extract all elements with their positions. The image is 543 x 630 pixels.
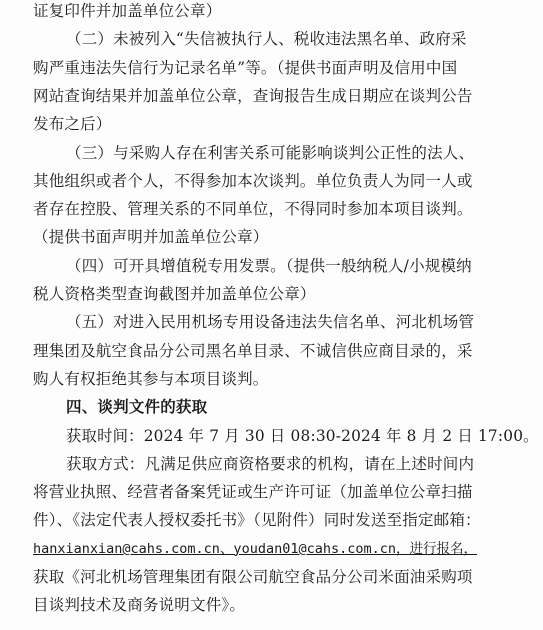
text-line: 网站查询结果并加盖单位公章，查询报告生成日期应在谈判公告	[33, 86, 473, 105]
text-line: 发布之后）	[33, 115, 112, 134]
email-line: hanxianxian@cahs.com.cn、youdan01@cahs.com.cn，进行报名，	[33, 540, 477, 557]
text-line: （四）可开具增值税专用发票。（提供一般纳税人/小规模纳	[66, 256, 472, 275]
text-line: （提供书面声明并加盖单位公章）	[33, 228, 269, 247]
text-line: 获取《河北机场管理集团有限公司航空食品分公司米面油采购项	[33, 568, 473, 586]
text-line: （五）对进入民用机场专用设备违法失信名单、河北机场管	[66, 313, 475, 332]
text-line: （三）与采购人存在利害关系可能影响谈判公正性的法人、	[66, 143, 475, 162]
text-line: 购人有权拒绝其参与本项目谈判。	[33, 369, 269, 388]
text-line: 件）、《法定代表人授权委托书》（见附件）同时发送至指定邮箱：	[33, 511, 481, 530]
text-line: 获取时间：2024 年 7 月 30 日 08:30-2024 年 8 月 2 日 17:00。	[66, 426, 539, 445]
text-line: 理集团及航空食品分公司黑名单目录、不诚信供应商目录的，采	[33, 341, 473, 360]
text-line: 目谈判技术及商务说明文件》。	[33, 596, 246, 615]
text-line: 税人资格类型查询截图并加盖单位公章）	[33, 285, 316, 303]
text-line: （二）未被列入“失信被执行人、税收违法黑名单、政府采	[66, 30, 467, 49]
text-line: 其他组织或者个人，不得参加本次谈判。单位负责人为同一人或	[33, 171, 473, 190]
text-line: 证复印件并加盖单位公章）	[33, 2, 222, 20]
text-line: 者存在控股、管理关系的不同单位，不得同时参加本项目谈判。	[33, 200, 473, 219]
section-heading: 四、谈判文件的获取	[66, 398, 208, 417]
text-line: 将营业执照、经营者备案凭证或生产许可证（加盖单位公章扫描	[33, 483, 473, 502]
text-line: 购严重违法失信行为记录名单”等。（提供书面声明及信用中国	[33, 58, 458, 77]
text-line: 获取方式：凡满足供应商资格要求的机构，请在上述时间内	[66, 454, 475, 473]
